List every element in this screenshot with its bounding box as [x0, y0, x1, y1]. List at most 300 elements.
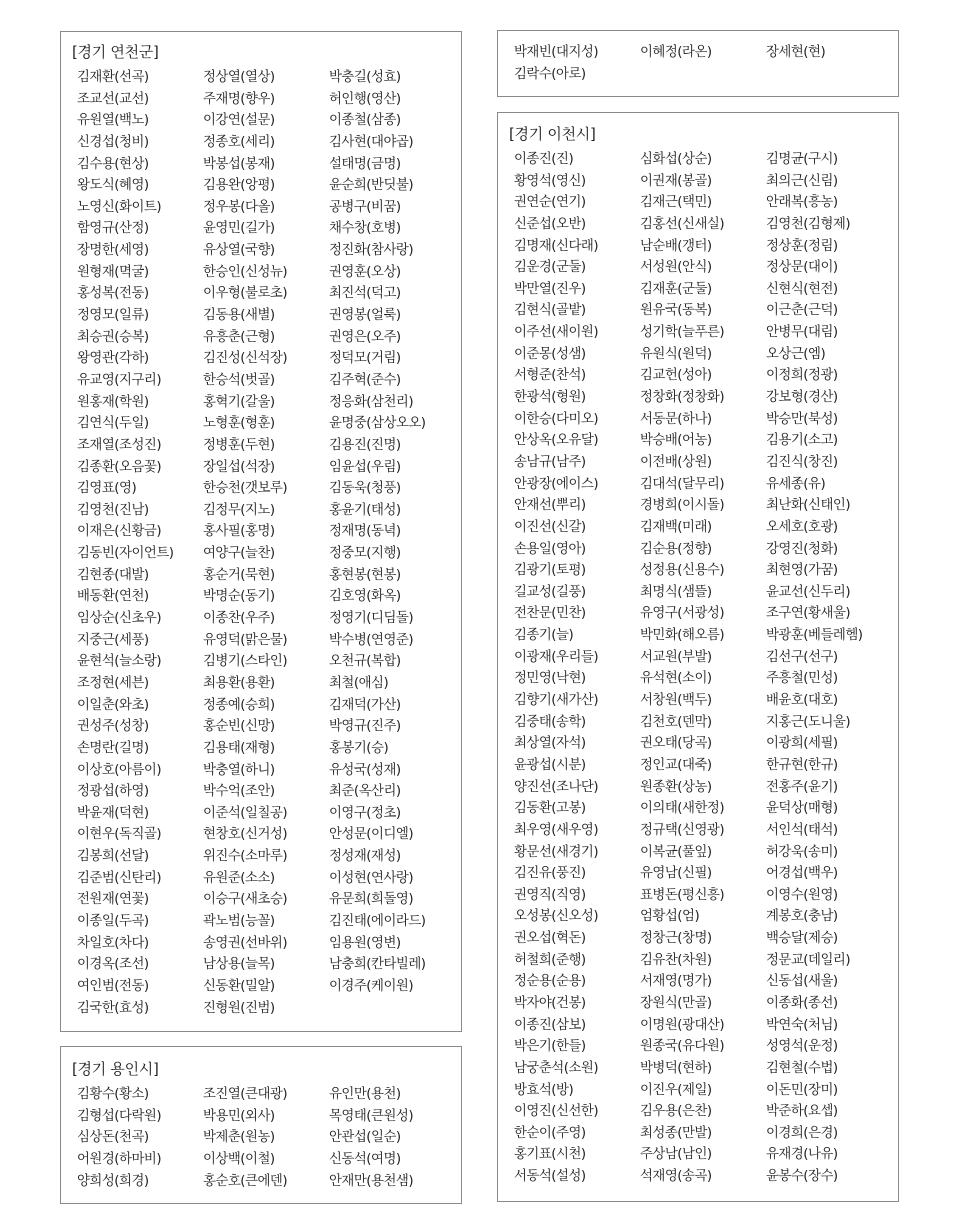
member-name: 원종국(유다원) — [640, 1039, 725, 1055]
member-name: 정병훈(두현) — [203, 437, 275, 453]
member-name: 이종찬(우주) — [203, 611, 275, 627]
member-name: 김재환(선곡) — [77, 70, 149, 85]
member-name: 표병돈(평신흥) — [640, 887, 725, 903]
member-name: 한승인(신성뉴) — [203, 264, 288, 280]
member-name: 정창화(정창화) — [640, 390, 725, 406]
member-name: 서창원(백두) — [640, 693, 712, 709]
member-name: 이영진(신선한) — [514, 1104, 599, 1120]
member-name: 김동빈(자이언트) — [77, 546, 174, 562]
member-name: 김순용(정향) — [640, 541, 712, 557]
member-name: 조구연(황새울) — [766, 606, 851, 622]
member-name: 박병덕(현하) — [640, 1060, 712, 1076]
member-name: 이진우(제일) — [640, 1082, 712, 1098]
member-name: 양진선(조나단) — [514, 779, 599, 795]
member-name: 박자야(건봉) — [514, 995, 586, 1011]
member-name: 윤교선(신두리) — [766, 584, 851, 600]
member-name: 안성문(이디엘) — [329, 827, 414, 843]
member-name: 신준섭(오반) — [514, 216, 586, 232]
member-name: 김사현(대야곱) — [329, 134, 414, 150]
member-name: 이강연(설문) — [203, 113, 275, 129]
member-name: 홍현봉(현봉) — [329, 567, 401, 583]
member-name: 허강욱(송미) — [766, 844, 838, 860]
member-name: 현창호(신거성) — [203, 827, 288, 843]
member-name: 김영표(영) — [77, 481, 137, 497]
member-name: 허철희(준행) — [514, 952, 586, 968]
member-name: 신현식(현전) — [766, 281, 838, 297]
member-name: 이종진(진) — [514, 152, 574, 167]
member-name: 안재만(용천샘) — [329, 1173, 414, 1189]
member-name: 최우영(새우영) — [514, 822, 599, 838]
member-name: 정창근(창명) — [640, 931, 712, 947]
member-name: 김중태(송학) — [514, 714, 586, 730]
member-name: 김종기(늘) — [514, 628, 574, 644]
member-name: 김용기(소고) — [766, 433, 838, 449]
member-name: 김향기(새가산) — [514, 693, 599, 709]
member-name: 김교헌(성아) — [640, 368, 712, 384]
member-name: 채수창(호병) — [329, 221, 401, 237]
member-name: 김종환(오음꽃) — [77, 459, 162, 475]
member-name: 한광석(형원) — [514, 390, 586, 406]
member-name: 원유국(동복) — [640, 303, 712, 319]
member-name: 위진수(소마루) — [203, 849, 288, 865]
member-name: 박준하(요셉) — [766, 1104, 838, 1120]
member-name: 송남규(남주) — [514, 454, 586, 470]
member-name: 지홍근(도니울) — [766, 714, 851, 730]
member-name: 김현종(대발) — [77, 567, 149, 583]
member-name: 이승구(새초승) — [203, 892, 288, 908]
member-name: 김현철(수법) — [766, 1060, 838, 1076]
member-name: 양희성(희경) — [77, 1173, 149, 1189]
member-name: 유석현(소이) — [640, 671, 712, 687]
name-grid-yeoncheon — [77, 67, 469, 1019]
member-name: 노형훈(형훈) — [203, 416, 275, 432]
member-name: 김광기(토평) — [514, 563, 586, 579]
member-name: 오천규(복합) — [329, 654, 401, 670]
member-name: 남상용(늘목) — [203, 957, 275, 973]
member-name: 이종일(두곡) — [77, 913, 149, 929]
member-name: 이경옥(조선) — [77, 957, 149, 973]
member-name: 정순용(순용) — [514, 974, 586, 990]
member-name: 황영석(영신) — [514, 173, 586, 189]
member-name: 장원식(만골) — [640, 995, 712, 1011]
member-name: 김형섭(다락원) — [77, 1108, 162, 1124]
member-name: 이종철(삼종) — [329, 113, 401, 129]
member-name: 손용일(영아) — [514, 541, 586, 557]
member-name: 정덕모(거림) — [329, 351, 401, 367]
member-name: 장일섭(석장) — [203, 459, 275, 475]
member-name: 이일춘(와초) — [77, 697, 149, 713]
member-name: 오세호(호광) — [766, 519, 838, 535]
member-name: 왕영관(각하) — [77, 351, 149, 367]
member-name: 이의태(새한정) — [640, 801, 725, 817]
member-name: 박봉섭(봉재) — [203, 156, 275, 172]
member-name: 한순이(주영) — [514, 1125, 586, 1141]
member-name: 김동용(새별) — [203, 308, 275, 324]
member-name: 박수병(연영준) — [329, 632, 414, 648]
member-name: 김영천(진남) — [77, 502, 149, 518]
member-name: 성정용(신용수) — [640, 563, 725, 579]
name-grid-continued — [514, 42, 906, 85]
member-name: 박윤재(덕현) — [77, 805, 149, 821]
member-name: 계봉호(충남) — [766, 909, 838, 925]
member-name: 김선구(선구) — [766, 649, 838, 665]
member-name: 권연순(연기) — [514, 195, 586, 211]
member-name: 유교영(지구리) — [77, 372, 162, 388]
member-name: 이한승(다미오) — [514, 411, 599, 427]
member-name: 심상돈(천곡) — [77, 1130, 149, 1146]
member-name: 김명재(신다래) — [514, 238, 599, 254]
member-name: 김용진(진명) — [329, 437, 401, 453]
member-name: 남충희(칸타빌레) — [329, 957, 426, 973]
member-name: 김호영(화옥) — [329, 589, 401, 605]
member-name: 정성재(재성) — [329, 849, 401, 865]
member-name: 김현식(골밭) — [514, 303, 586, 319]
member-name: 유상열(국향) — [203, 243, 275, 259]
member-name: 김연식(두일) — [77, 416, 149, 432]
member-name: 정진화(참사랑) — [329, 243, 414, 259]
member-name: 권성주(성창) — [77, 719, 149, 735]
member-name: 박충길(성효) — [329, 70, 401, 85]
member-name: 박용민(외사) — [203, 1108, 275, 1124]
member-name: 김준범(신탄리) — [77, 870, 162, 886]
member-name: 유성국(성재) — [329, 762, 401, 778]
member-name: 원홍재(학원) — [77, 394, 149, 410]
member-name: 김정무(지노) — [203, 502, 275, 518]
member-name: 왕도식(혜영) — [77, 178, 149, 194]
section-title-yeoncheon: [경기 연천군] — [72, 43, 159, 61]
member-name: 백승달(제승) — [766, 931, 838, 947]
member-name: 박연숙(처님) — [766, 1017, 838, 1033]
section-title-icheon: [경기 이천시] — [509, 125, 596, 143]
member-name: 권오태(당곡) — [640, 736, 712, 752]
member-name: 임상순(신초우) — [77, 611, 162, 627]
member-name: 유흥춘(근형) — [203, 329, 275, 345]
member-name: 이혜정(라온) — [640, 45, 712, 60]
member-name: 김진성(신석장) — [203, 351, 288, 367]
member-name: 이성현(연사랑) — [329, 870, 414, 886]
member-name: 신경섭(청비) — [77, 134, 149, 150]
member-name: 김홍선(신새실) — [640, 216, 725, 232]
member-name: 윤명중(삼상오오) — [329, 416, 426, 432]
member-name: 홍윤기(태성) — [329, 502, 401, 518]
member-name: 안관섭(일순) — [329, 1130, 401, 1146]
member-name: 김영천(김형제) — [766, 216, 851, 232]
member-name: 이주선(새이원) — [514, 325, 599, 341]
member-name: 홍순빈(신망) — [203, 719, 275, 735]
member-name: 정영기(디딤돌) — [329, 611, 414, 627]
member-name: 정상열(열상) — [203, 70, 275, 85]
member-name: 박만열(진우) — [514, 281, 586, 297]
member-name: 김용태(재형) — [203, 740, 275, 756]
member-name: 윤광섭(시분) — [514, 757, 586, 773]
member-name: 곽노범(능꼴) — [203, 913, 275, 929]
member-name: 오상근(엠) — [766, 346, 826, 362]
member-name: 김진태(에이라드) — [329, 913, 426, 929]
member-name: 김동환(고봉) — [514, 801, 586, 817]
member-name: 이복균(풀잎) — [640, 844, 712, 860]
member-name: 유문희(희돌영) — [329, 892, 414, 908]
member-name: 최승권(승복) — [77, 329, 149, 345]
member-name: 설태명(금명) — [329, 156, 401, 172]
member-name: 여양구(늘찬) — [203, 546, 275, 562]
member-name: 최상열(자석) — [514, 736, 586, 752]
member-name: 어원경(하마비) — [77, 1151, 162, 1167]
member-name: 길교성(길풍) — [514, 584, 586, 600]
member-name: 권오섭(혁돈) — [514, 931, 586, 947]
member-name: 김동욱(청풍) — [329, 481, 401, 497]
member-name: 유원식(원덕) — [640, 346, 712, 362]
member-name: 남궁춘석(소원) — [514, 1060, 599, 1076]
member-name: 김우용(은찬) — [640, 1104, 712, 1120]
member-name: 이근춘(근덕) — [766, 303, 838, 319]
member-name: 정광섭(하영) — [77, 784, 149, 800]
member-name: 신동환(밀알) — [203, 978, 275, 994]
member-name: 이권재(봉골) — [640, 173, 712, 189]
member-name: 권영훈(오상) — [329, 264, 401, 280]
member-name: 조교선(교선) — [77, 91, 149, 107]
member-name: 원종환(상농) — [640, 779, 712, 795]
member-name: 노영신(화이트) — [77, 199, 162, 215]
member-name: 홍사필(홍명) — [203, 524, 275, 540]
member-name: 서성원(안식) — [640, 260, 712, 276]
member-name: 주재명(향우) — [203, 91, 275, 107]
member-name: 어경섭(백우) — [766, 866, 838, 882]
member-name: 김재근(택민) — [640, 195, 712, 211]
member-name: 윤현석(늘소랑) — [77, 654, 162, 670]
member-name: 윤영민(길가) — [203, 221, 275, 237]
member-name: 오성봉(신오성) — [514, 909, 599, 925]
member-name: 송영권(선바위) — [203, 935, 288, 951]
member-name: 차일호(차다) — [77, 935, 149, 951]
member-name: 정재명(동녁) — [329, 524, 401, 540]
member-name: 전원재(연꽃) — [77, 892, 149, 908]
member-name: 장세현(현) — [766, 45, 826, 60]
member-name: 이경희(은경) — [766, 1125, 838, 1141]
member-name: 이경주(케이원) — [329, 978, 414, 994]
member-name: 조정현(세븐) — [77, 675, 149, 691]
member-name: 안광장(에이스) — [514, 476, 599, 492]
member-name: 이명원(광대산) — [640, 1017, 725, 1033]
member-name: 서인석(태석) — [766, 822, 838, 838]
member-name: 정중모(지행) — [329, 546, 401, 562]
member-name: 조진열(큰대광) — [203, 1087, 288, 1102]
member-name: 한승천(갯보루) — [203, 481, 288, 497]
member-name: 김주혁(준수) — [329, 372, 401, 388]
member-name: 원형재(멱굴) — [77, 264, 149, 280]
member-name: 엄황섭(엄) — [640, 909, 700, 925]
member-name: 정우봉(다올) — [203, 199, 275, 215]
member-name: 정상문(대이) — [766, 260, 838, 276]
member-name: 김수용(현상) — [77, 156, 149, 172]
member-name: 배윤호(대호) — [766, 693, 838, 709]
member-name: 정상훈(정림) — [766, 238, 838, 254]
member-name: 김병기(스타인) — [203, 654, 288, 670]
member-name: 배동환(연천) — [77, 589, 149, 605]
member-name: 박민화(해오름) — [640, 628, 725, 644]
member-name: 정인교(대죽) — [640, 757, 712, 773]
member-name: 유영구(서광성) — [640, 606, 725, 622]
member-name: 황문선(새경기) — [514, 844, 599, 860]
member-name: 이종화(종선) — [766, 995, 838, 1011]
member-name: 홍순거(묵현) — [203, 567, 275, 583]
member-name: 김재덕(가산) — [329, 697, 401, 713]
member-name: 정민영(낙현) — [514, 671, 586, 687]
member-name: 주흥철(민성) — [766, 671, 838, 687]
member-name: 이종진(삼보) — [514, 1017, 586, 1033]
member-name: 홍순호(큰에덴) — [203, 1173, 288, 1189]
member-name: 유세종(유) — [766, 476, 826, 492]
member-name: 임용원(영변) — [329, 935, 401, 951]
member-name: 박은기(한들) — [514, 1039, 586, 1055]
member-name: 이광희(세필) — [766, 736, 838, 752]
member-name: 박승배(어농) — [640, 433, 712, 449]
member-name: 홍성복(전동) — [77, 286, 149, 302]
member-name: 김명균(구시) — [766, 152, 838, 167]
member-name: 전찬문(민찬) — [514, 606, 586, 622]
member-name: 지중근(세풍) — [77, 632, 149, 648]
member-name: 석재영(송곡) — [640, 1169, 712, 1185]
member-name: 이영수(원영) — [766, 887, 838, 903]
member-name: 홍혁기(갈울) — [203, 394, 275, 410]
member-name: 안상옥(오유달) — [514, 433, 599, 449]
member-name: 허인행(영산) — [329, 91, 401, 107]
member-name: 정종예(승희) — [203, 697, 275, 713]
member-name: 이현우(독직골) — [77, 827, 162, 843]
name-grid-icheon — [514, 149, 906, 1188]
member-name: 방효석(방) — [514, 1082, 574, 1098]
member-name: 권영봉(얼룩) — [329, 308, 401, 324]
member-name: 강영진(청화) — [766, 541, 838, 557]
member-name: 최의근(신림) — [766, 173, 838, 189]
member-name: 홍기표(시천) — [514, 1147, 586, 1163]
member-name: 김진식(창진) — [766, 454, 838, 470]
member-name: 홍봉기(승) — [329, 740, 389, 756]
member-name: 권영은(오주) — [329, 329, 401, 345]
member-name: 김황수(황소) — [77, 1087, 149, 1102]
member-name: 정영모(일류) — [77, 308, 149, 324]
member-name: 이상호(아름이) — [77, 762, 162, 778]
member-name: 김락수(아로) — [514, 66, 586, 82]
member-name: 공병구(비꿈) — [329, 199, 401, 215]
member-name: 경병희(이시돌) — [640, 498, 725, 514]
member-name: 목영태(큰원성) — [329, 1108, 414, 1124]
member-name: 유영덕(맑은물) — [203, 632, 288, 648]
member-name: 김운경(군둘) — [514, 260, 586, 276]
member-name: 이재은(신황금) — [77, 524, 162, 540]
member-name: 최명식(샘뜰) — [640, 584, 712, 600]
member-name: 이준몽(성샘) — [514, 346, 586, 362]
member-name: 최진석(덕고) — [329, 286, 401, 302]
member-name: 이돈민(장미) — [766, 1082, 838, 1098]
member-name: 이진선(신갈) — [514, 519, 586, 535]
member-name: 조재열(조성진) — [77, 437, 162, 453]
name-grid-yongin — [77, 1084, 469, 1192]
member-name: 박승만(북성) — [766, 411, 838, 427]
member-name: 이준석(일칠공) — [203, 805, 288, 821]
member-name: 김천호(덴막) — [640, 714, 712, 730]
member-name: 김봉희(선달) — [77, 849, 149, 865]
member-name: 정규택(신영광) — [640, 822, 725, 838]
member-name: 서동문(하나) — [640, 411, 712, 427]
member-name: 장명한(세영) — [77, 243, 149, 259]
member-name: 박영규(진주) — [329, 719, 401, 735]
member-name: 권영직(직영) — [514, 887, 586, 903]
member-name: 최준(옥산리) — [329, 784, 401, 800]
member-name: 임윤섭(우림) — [329, 459, 401, 475]
member-name: 박수억(조안) — [203, 784, 275, 800]
member-name: 안재선(뿌리) — [514, 498, 586, 514]
member-name: 신동석(여명) — [329, 1151, 401, 1167]
member-name: 정문교(데일리) — [766, 952, 851, 968]
member-name: 유원열(백노) — [77, 113, 149, 129]
member-name: 김용완(앙평) — [203, 178, 275, 194]
member-name: 신동섭(새울) — [766, 974, 838, 990]
member-name: 유재경(나유) — [766, 1147, 838, 1163]
member-name: 함영규(산정) — [77, 221, 149, 237]
member-name: 김대석(달무리) — [640, 476, 725, 492]
member-name: 이정희(정광) — [766, 368, 838, 384]
member-name: 최현영(가꿈) — [766, 563, 838, 579]
member-name: 한승석(벗골) — [203, 372, 275, 388]
member-name: 이상백(이철) — [203, 1151, 275, 1167]
section-yongin — [60, 1046, 462, 1204]
member-name: 김국한(효성) — [77, 1000, 149, 1016]
section-yeoncheon — [60, 31, 462, 1032]
member-name: 윤덕상(매형) — [766, 801, 838, 817]
member-name: 최철(애심) — [329, 675, 389, 691]
member-name: 최난화(신태인) — [766, 498, 851, 514]
member-name: 박충열(하니) — [203, 762, 275, 778]
member-name: 유영남(신필) — [640, 866, 712, 882]
member-name: 심화섭(상순) — [640, 152, 712, 167]
member-name: 성영석(운정) — [766, 1039, 838, 1055]
member-name: 윤봉수(장수) — [766, 1169, 838, 1185]
member-name: 박제춘(원농) — [203, 1130, 275, 1146]
member-name: 서재영(명가) — [640, 974, 712, 990]
member-name: 윤순희(반딧불) — [329, 178, 414, 194]
member-name: 강보형(경산) — [766, 390, 838, 406]
member-name: 박재빈(대지성) — [514, 45, 599, 60]
member-name: 정응화(삼천리) — [329, 394, 414, 410]
member-name: 정종호(세리) — [203, 134, 275, 150]
member-name: 최용환(용환) — [203, 675, 275, 691]
member-name: 이우형(불로초) — [203, 286, 288, 302]
member-name: 안병무(대림) — [766, 325, 838, 341]
member-name: 박광훈(베들레헴) — [766, 628, 863, 644]
section-icheon — [497, 112, 899, 1202]
member-name: 김재훈(군둘) — [640, 281, 712, 297]
member-name: 유인만(용천) — [329, 1087, 401, 1102]
member-name: 이전배(상원) — [640, 454, 712, 470]
member-name: 김유찬(차원) — [640, 952, 712, 968]
member-name: 서형준(찬석) — [514, 368, 586, 384]
member-name: 여인범(전동) — [77, 978, 149, 994]
member-name: 손명란(길명) — [77, 740, 149, 756]
member-name: 김재백(미래) — [640, 519, 712, 535]
member-name: 이영구(정초) — [329, 805, 401, 821]
member-name: 유원준(소소) — [203, 870, 275, 886]
member-name: 진형원(진범) — [203, 1000, 275, 1016]
member-name: 최성종(만발) — [640, 1125, 712, 1141]
member-name: 남순배(갱터) — [640, 238, 712, 254]
member-name: 성기학(늘푸른) — [640, 325, 725, 341]
section-title-yongin: [경기 용인시] — [72, 1060, 159, 1078]
member-name: 안래복(흥농) — [766, 195, 838, 211]
member-name: 이광재(우리들) — [514, 649, 599, 665]
member-name: 주상남(남인) — [640, 1147, 712, 1163]
member-name: 김진유(풍진) — [514, 866, 586, 882]
member-name: 서교원(부발) — [640, 649, 712, 665]
